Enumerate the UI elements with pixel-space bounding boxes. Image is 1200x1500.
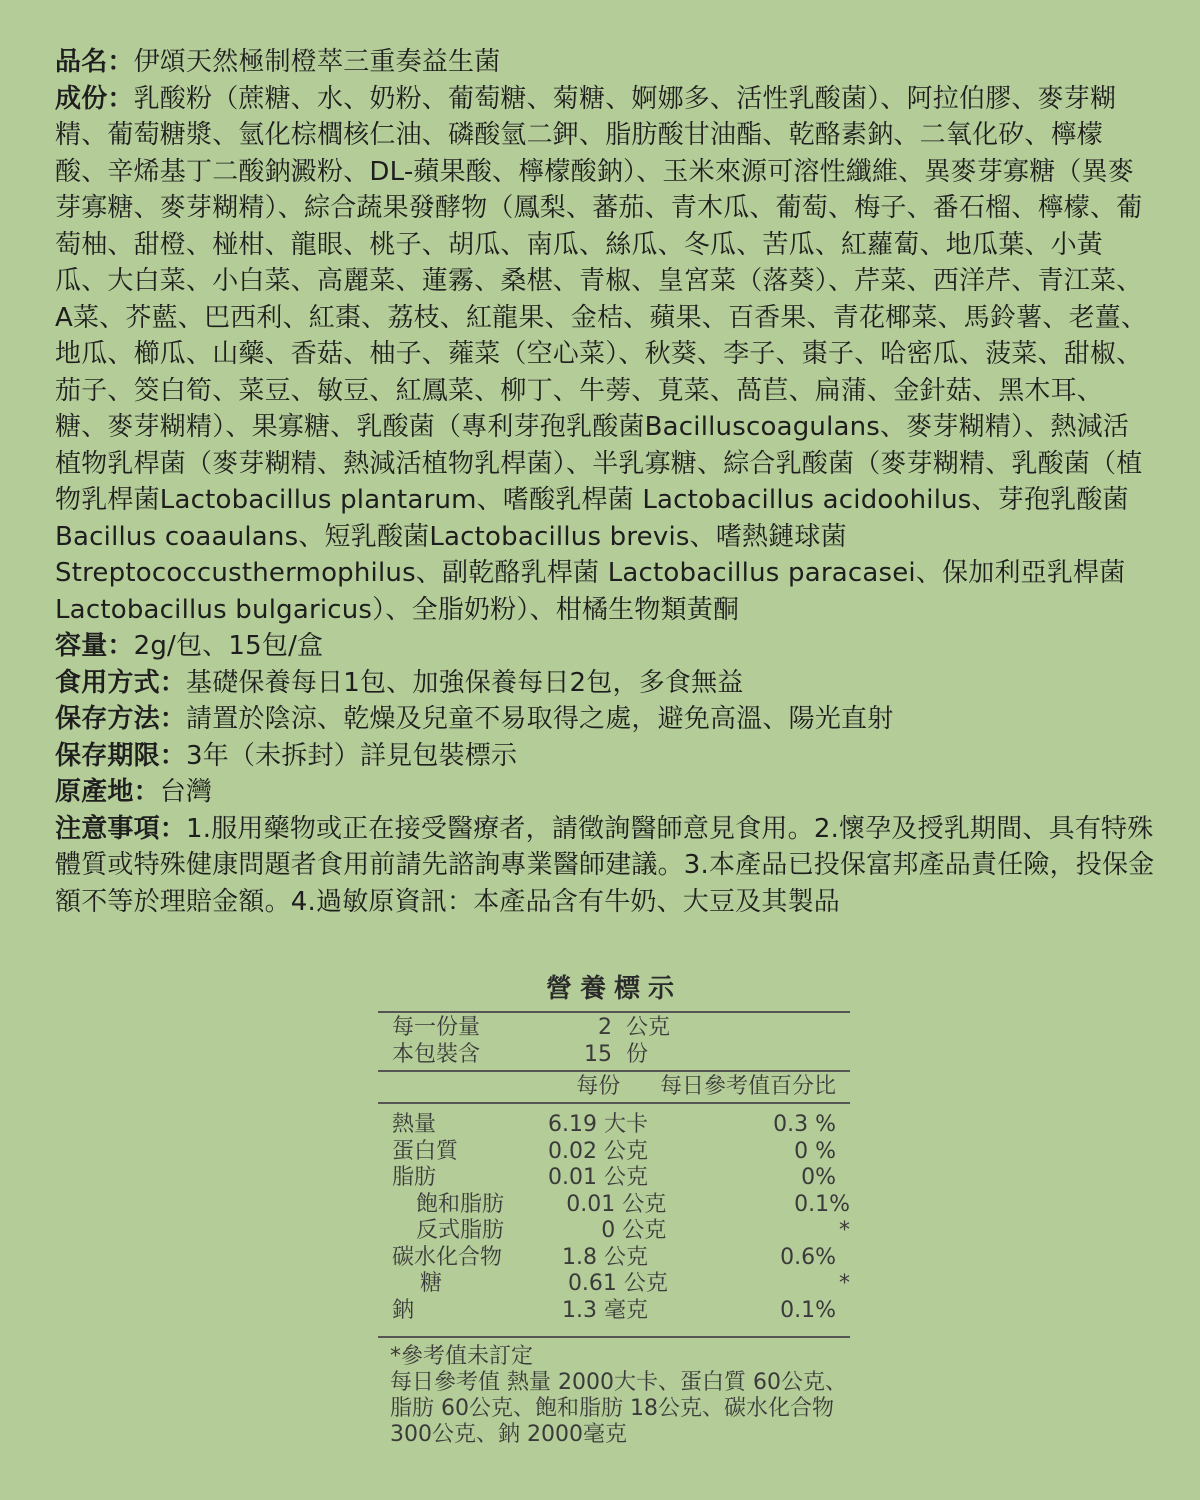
nutrient-dv: 0.3 % xyxy=(773,1112,836,1137)
footnote-daily-values: 每日參考值 熱量 2000大卡、蛋白質 60公克、脂肪 60公克、飽和脂肪 18公克、碳水化合物 300公克、鈉 2000毫克 xyxy=(390,1370,847,1447)
footnote-reference-undefined: *參考值未訂定 xyxy=(390,1344,534,1369)
nutrient-row xyxy=(392,1165,850,1192)
info-value: 伊頌天然極制橙萃三重奏益生菌 xyxy=(133,47,501,77)
serving-unit: 份 xyxy=(626,1042,649,1067)
nutrient-dv: 0% xyxy=(801,1165,836,1190)
nutrient-name: 熱量 xyxy=(392,1112,437,1137)
info-value: 基礎保養每日1包、加強保養每日2包，多食無益 xyxy=(186,667,744,698)
nutrient-row xyxy=(392,1218,850,1245)
nutrient-row xyxy=(392,1271,850,1298)
product-info xyxy=(55,44,1155,920)
nutrient-name: 蛋白質 xyxy=(392,1138,459,1164)
info-label: 注意事項： xyxy=(55,813,187,844)
info-row-volume xyxy=(55,628,1155,665)
nutrient-amount: 1.8 公克 xyxy=(562,1244,648,1270)
info-label: 原產地： xyxy=(55,777,160,807)
serving-unit: 公克 xyxy=(626,1015,671,1040)
nutrient-amount: 0.02 公克 xyxy=(548,1138,648,1164)
info-value: 請置於陰涼、乾燥及兒童不易取得之處，避免高溫、陽光直射 xyxy=(186,704,894,734)
nutrient-dv: 0 % xyxy=(794,1138,836,1164)
info-row-notes xyxy=(55,811,1155,921)
info-label: 成份： xyxy=(55,83,134,114)
nutrient-dv: 0.1% xyxy=(780,1297,836,1323)
info-label: 保存方法： xyxy=(55,704,187,734)
nutrition-footnotes xyxy=(378,1338,850,1448)
info-value: 台灣 xyxy=(159,777,213,807)
nutrient-amount: 1.3 毫克 xyxy=(562,1297,648,1323)
serving-size-row xyxy=(392,1014,850,1041)
serving-value: 2 xyxy=(598,1015,612,1040)
info-value: 1.服用藥物或正在接受醫療者，請徵詢醫師意見食用。2.懷孕及授乳期間、具有特殊體質或特殊健康問題者食用前請先諮詢專業醫師建議。3.本產品已投保富邦產品責任險，投保金額不等於理賠金額。4.過敏原資訊：本產品含有牛奶、大豆及其製品 xyxy=(55,813,1155,917)
nutrient-amount: 0.01 公克 xyxy=(548,1165,648,1190)
info-row-usage xyxy=(55,665,1155,702)
nutrient-amount: 6.19 大卡 xyxy=(548,1112,648,1137)
info-row-ingredients xyxy=(55,81,1155,629)
info-row-shelf-life xyxy=(55,738,1155,775)
nutrient-amount: 0.61 公克 xyxy=(567,1271,668,1296)
column-header-daily-value: 每日參考值百分比 xyxy=(659,1074,836,1099)
column-headers xyxy=(378,1072,850,1102)
nutrient-row xyxy=(392,1245,850,1272)
info-row-storage xyxy=(55,701,1155,738)
nutrition-facts-panel xyxy=(378,968,850,1448)
nutrient-name: 飽和脂肪 xyxy=(416,1191,505,1217)
nutrition-title: 營養標示 xyxy=(545,974,682,1004)
info-label: 食用方式： xyxy=(55,667,187,698)
nutrient-dv: * xyxy=(839,1218,850,1243)
nutrient-amount: 0 公克 xyxy=(601,1218,667,1243)
nutrient-row xyxy=(392,1112,850,1139)
nutrient-name: 糖 xyxy=(420,1271,443,1296)
nutrient-dv: 0.1% xyxy=(794,1191,850,1217)
nutrient-name: 反式脂肪 xyxy=(416,1218,505,1243)
nutrient-dv: 0.6% xyxy=(780,1244,836,1270)
serving-value: 15 xyxy=(584,1042,612,1067)
nutrient-row xyxy=(392,1192,850,1219)
nutrient-name: 脂肪 xyxy=(392,1165,437,1190)
nutrient-name: 碳水化合物 xyxy=(392,1244,503,1270)
nutrient-row xyxy=(392,1139,850,1166)
serving-label: 本包裝含 xyxy=(392,1042,481,1067)
info-value: 3年（未拆封）詳見包裝標示 xyxy=(186,740,518,771)
nutrient-rows xyxy=(378,1104,850,1336)
info-row-name xyxy=(55,44,1155,81)
nutrient-amount: 0.01 公克 xyxy=(566,1191,667,1217)
info-row-origin xyxy=(55,774,1155,811)
info-value: 乳酸粉（蔗糖、水、奶粉、葡萄糖、菊糖、婀娜多、活性乳酸菌）、阿拉伯膠、麥芽糊精、葡萄糖漿、氫化棕櫚核仁油、磷酸氫二鉀、脂肪酸甘油酯、乾酪素鈉、二氧化矽、檸檬酸、辛烯基丁二酸鈉澱粉、DL-蘋果酸、檸檬酸鈉）、玉米來源可溶性纖維、異麥芽寡糖（異麥芽寡糖、麥芽糊精）、綜合蔬果發酵物（鳳梨、蕃茄、青木瓜、葡萄、梅子、番石榴、檸檬、葡萄柚、甜橙、椪柑、龍眼、桃子、胡瓜、南瓜、絲瓜、冬瓜、苦瓜、紅蘿蔔、地瓜葉、小黃瓜、大白菜、小白菜、高麗菜、蓮霧、桑椹、青椒、皇宮菜（落葵）、芹菜、西洋芹、青江菜、A菜、芥藍、巴西利、紅棗、荔枝、紅龍果、金桔、蘋果、百香果、青花椰菜、馬鈴薯、老薑、地瓜、櫛瓜、山藥、香菇、柚子、蕹菜（空心菜）、秋葵、李子、棗子、哈密瓜、菠菜、甜椒、茄子、筊白筍、菜豆、敏豆、紅鳳菜、柳丁、牛蒡、莧菜、萵苣、扁蒲、金針菇、黑木耳、糖、麥芽糊精）、果寡糖、乳酸菌（專利芽孢乳酸菌Bacilluscoagulans、麥芽糊精）、熱減活植物乳桿菌（麥芽糊精、熱減活植物乳桿菌）、半乳寡糖、綜合乳酸菌（麥芽糊精、乳酸菌（植物乳桿菌Lactobacillus plantarum、嗜酸乳桿菌 Lactobacillus acidoohilus、芽孢乳酸菌 Bacillus coaaulans、短乳酸菌Lactobacillus brevis、嗜熱鏈球菌Streptococcusthermophilus、副乾酪乳桿菌 Lactobacillus paracasei、保加利亞乳桿菌 Lactobacillus bulgaricus）、全脂奶粉）、柑橘生物類黃酮 xyxy=(55,83,1148,625)
info-label: 保存期限： xyxy=(55,740,187,771)
info-label: 品名： xyxy=(55,47,134,77)
nutrient-name: 鈉 xyxy=(392,1297,415,1323)
nutrient-dv: * xyxy=(839,1271,850,1296)
info-value: 2g/包、15包/盒 xyxy=(133,631,324,661)
column-header-per-serving: 每份 xyxy=(576,1074,621,1099)
serving-info xyxy=(378,1013,850,1070)
serving-label: 每一份量 xyxy=(392,1015,481,1040)
info-label: 容量： xyxy=(55,631,134,661)
servings-per-package-row xyxy=(392,1041,850,1068)
nutrient-row xyxy=(392,1298,850,1325)
